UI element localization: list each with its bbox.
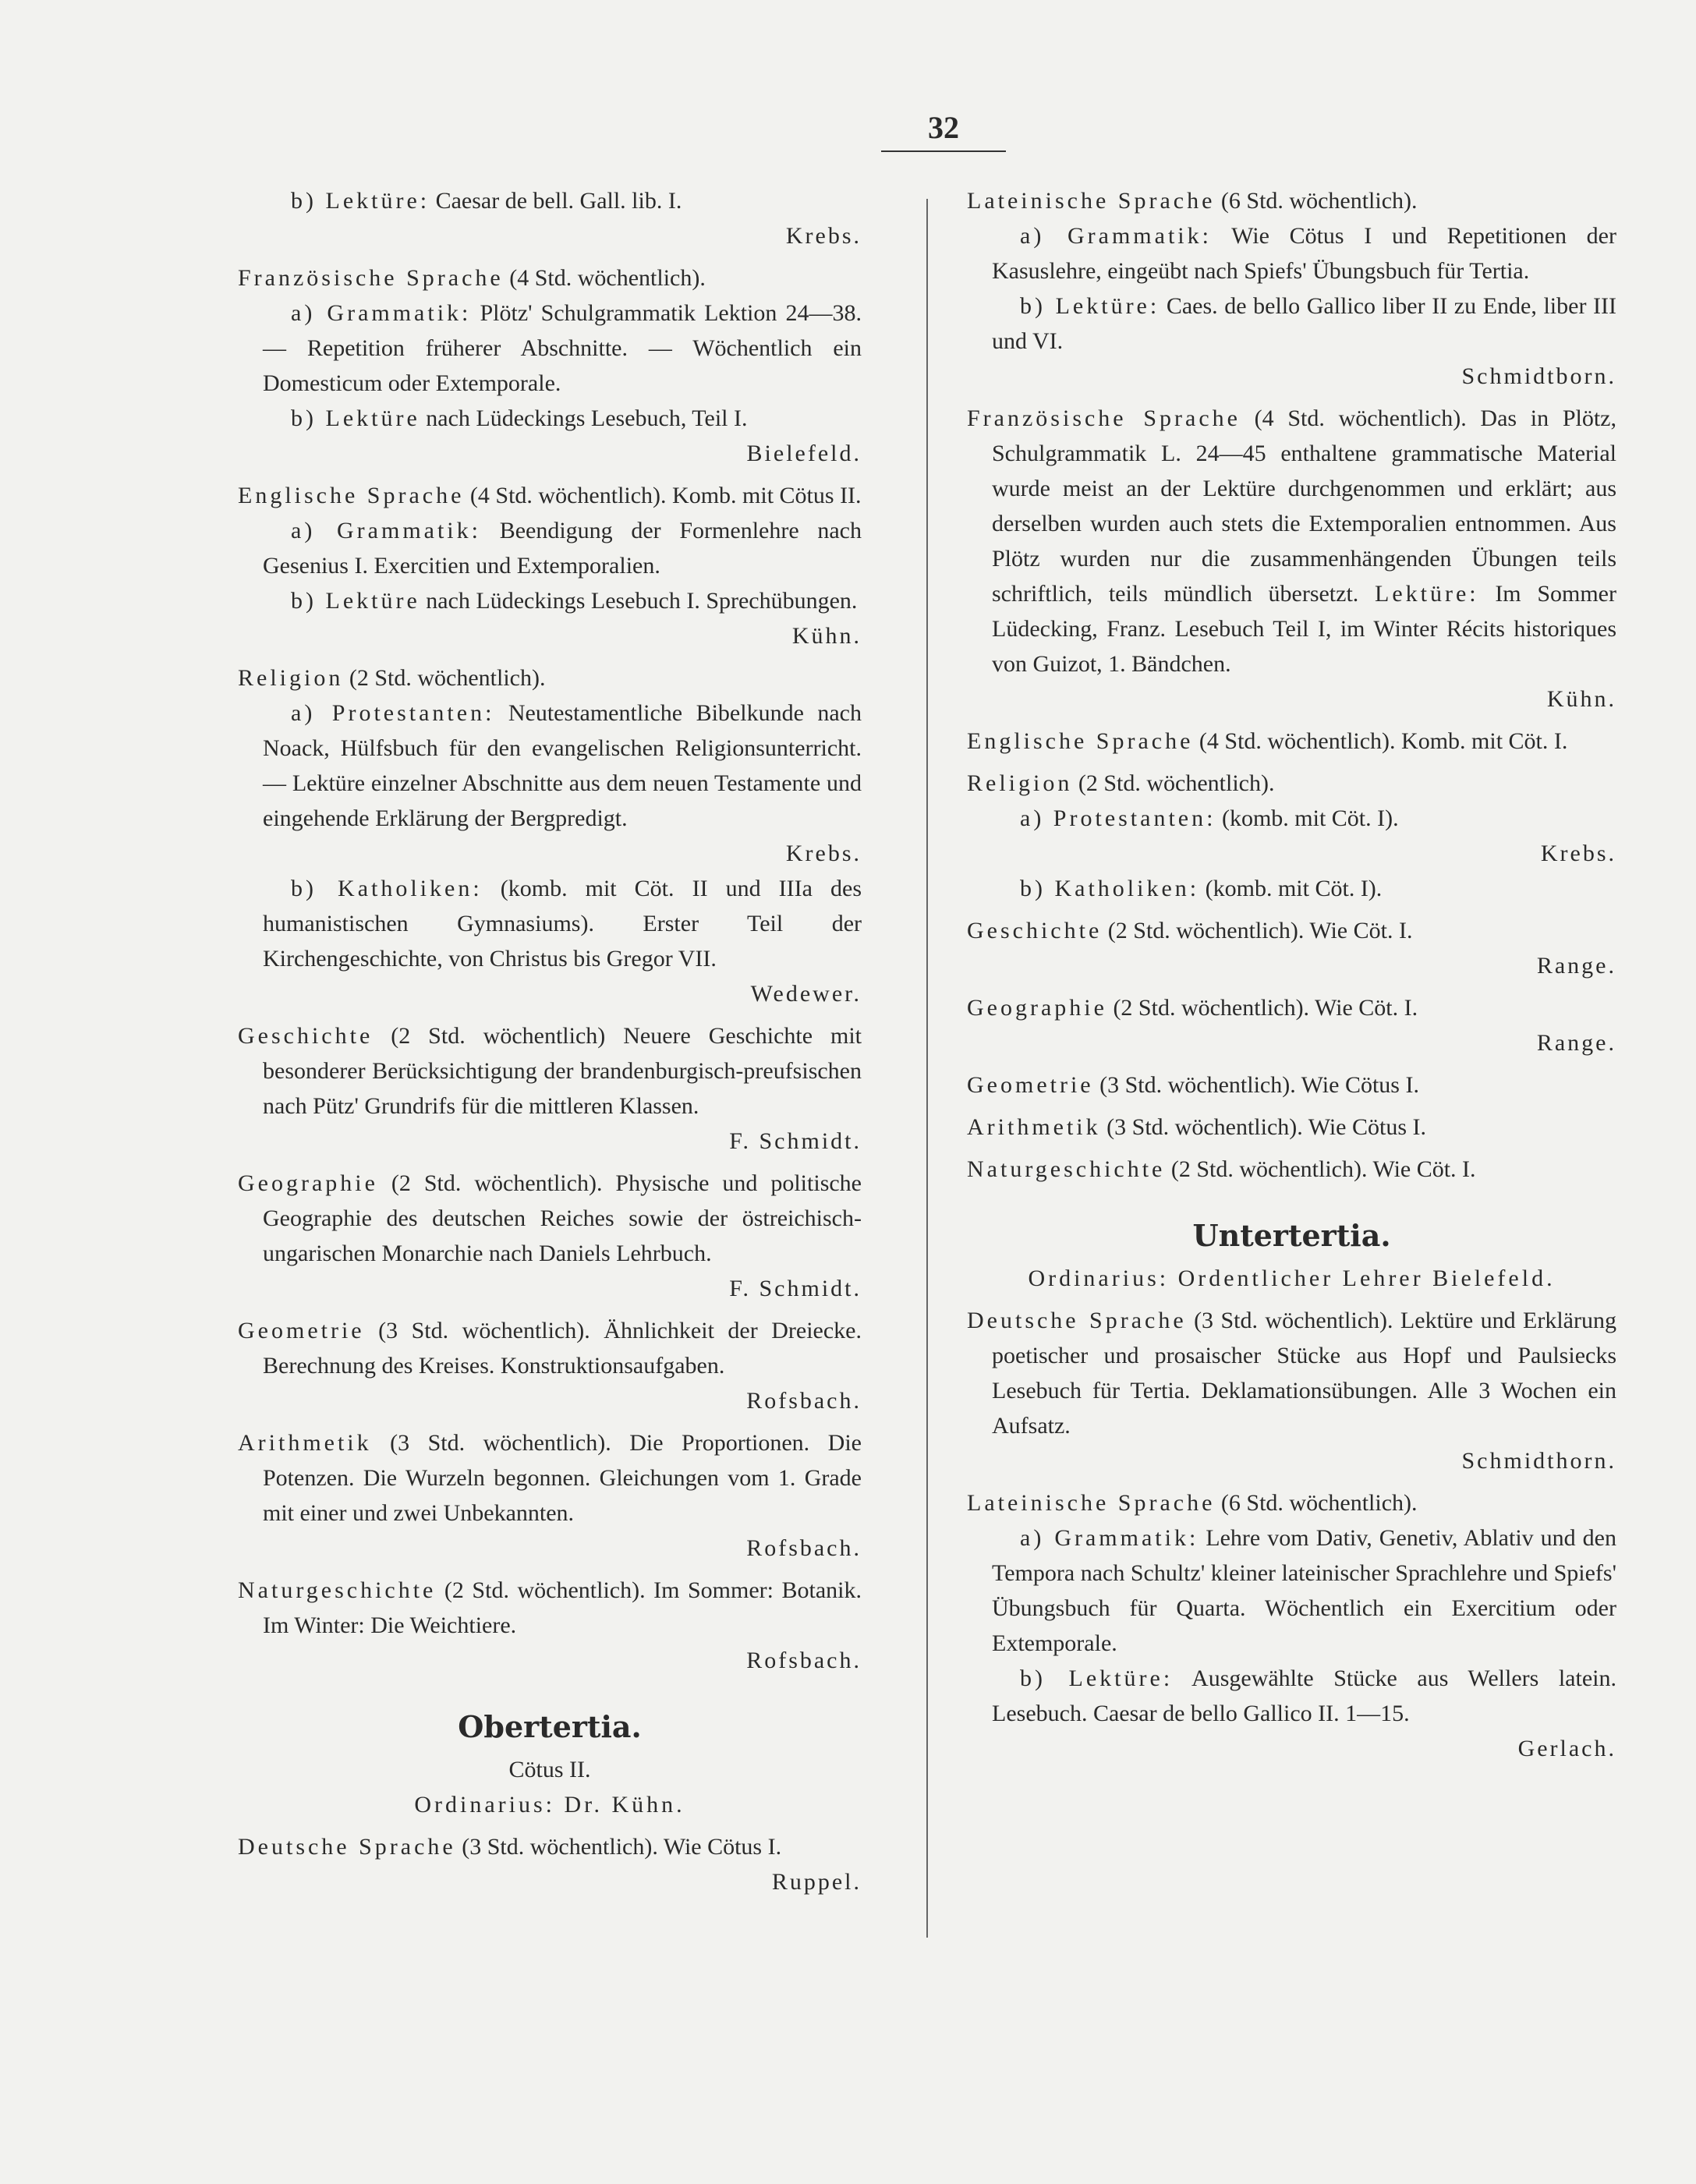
- left-p10: Deutsche Sprache (3 Std. wöchentlich). Wie Cötus I. Ruppel.: [238, 1829, 862, 1899]
- signature: F. Schmidt.: [729, 1276, 862, 1301]
- left-p3: Englische Sprache (4 Std. wöchentlich). Komb. mit Cötus II.: [238, 483, 862, 508]
- right-p8: Arithmetik (3 Std. wöchentlich). Wie Cötus I.: [967, 1114, 1427, 1140]
- right-p1: Lateinische Sprache (6 Std. wöchentlich).: [967, 188, 1418, 214]
- right-p10: Deutsche Sprache (3 Std. wöchentlich). Lektüre und Erklärung poetischer und prosaischer Stücke aus Hopf und Paulsiecks Lesebuch für Tertia. Deklamationsübungen. Alle 3 Wochen ein Aufsatz. Schmidthorn.: [967, 1303, 1616, 1478]
- right-p1a: a) Grammatik: Wie Cötus I und Repetitionen der Kasuslehre, eingeübt nach Spiefs' Übungsbuch für Tertia.: [992, 223, 1616, 284]
- left-p4b: b) Katholiken: (komb. mit Cöt. II und IIIa des humanistischen Gymnasiums). Erster Teil der Kirchengeschichte, von Christus bis Gregor VII. Wedewer.: [238, 871, 862, 1011]
- column-divider: [926, 199, 928, 1938]
- right-p11: Lateinische Sprache (6 Std. wöchentlich).: [967, 1490, 1418, 1516]
- left-p3b: b) Lektüre nach Lüdeckings Lesebuch I. Sprechübungen. Kühn.: [238, 583, 862, 653]
- left-column: [238, 183, 862, 1899]
- right-p1b: b) Lektüre: Caes. de bello Gallico liber II zu Ende, liber III und VI. Schmidtborn.: [967, 288, 1616, 394]
- right-p4: Religion (2 Std. wöchentlich).: [967, 770, 1275, 796]
- signature: Gerlach.: [1517, 1736, 1616, 1761]
- signature: Krebs.: [785, 223, 862, 249]
- signature: Rofsbach.: [746, 1648, 862, 1673]
- signature: Ruppel.: [771, 1869, 862, 1895]
- signature: Schmidtborn.: [1461, 363, 1616, 389]
- left-p1: b) Lektüre: Caesar de bell. Gall. lib. I. Krebs.: [238, 183, 862, 253]
- left-p2: Französische Sprache (4 Std. wöchentlich).: [238, 265, 706, 291]
- signature: Rofsbach.: [746, 1388, 862, 1414]
- signature: Krebs.: [1540, 841, 1616, 866]
- signature: Krebs.: [785, 841, 862, 866]
- page-number: 32: [928, 110, 959, 145]
- right-p2: Französische Sprache (4 Std. wöchentlich). Das in Plötz, Schulgrammatik L. 24—45 enthaltene grammatische Material wurde meist an der Lektüre durchgenommen und erklärt; aus derselben wurden auch stets die Extemporalien entnommen. Aus Plötz wurden nur die zusammenhängenden Übungen teils schriftlich, teils mündlich übersetzt. Lektüre: Im Sommer Lüdecking, Franz. Lesebuch Teil I, im Winter Récits historiques von Guizot, 1. Bändchen. Kühn.: [967, 401, 1616, 717]
- right-column: [967, 183, 1616, 1766]
- left-p9: Naturgeschichte (2 Std. wöchentlich). Im Sommer: Botanik. Im Winter: Die Weichtiere. Rofsbach.: [238, 1573, 862, 1678]
- signature: Schmidthorn.: [1461, 1448, 1616, 1474]
- cotus-label: Cötus II.: [508, 1757, 591, 1782]
- signature: F. Schmidt.: [729, 1128, 862, 1154]
- left-p6: Geographie (2 Std. wöchentlich). Physische und politische Geographie des deutschen Reiches sowie der östreichisch-ungarischen Monarchie nach Daniels Lehrbuch. F. Schmidt.: [238, 1166, 862, 1306]
- right-p9: Naturgeschichte (2 Std. wöchentlich). Wie Cöt. I.: [967, 1156, 1476, 1182]
- section-heading-obertertia: Obertertia.: [458, 1709, 642, 1744]
- left-p5: Geschichte (2 Std. wöchentlich) Neuere Geschichte mit besonderer Berücksichtigung der brandenburgisch-preufsischen nach Pütz' Grundrifs für die mittleren Klassen. F. Schmidt.: [238, 1018, 862, 1159]
- left-p2b: b) Lektüre nach Lüdeckings Lesebuch, Teil I. Bielefeld.: [238, 401, 862, 471]
- signature: Bielefeld.: [746, 441, 862, 466]
- left-p7: Geometrie (3 Std. wöchentlich). Ähnlichkeit der Dreiecke. Berechnung des Kreises. Konstruktionsaufgaben. Rofsbach.: [238, 1313, 862, 1418]
- ordinarius-label: Ordinarius: Ordentlicher Lehrer Bielefeld.: [1028, 1265, 1556, 1291]
- right-p11a: a) Grammatik: Lehre vom Dativ, Genetiv, Ablativ und den Tempora nach Schultz' kleiner lateinischer Sprachlehre und Spiefs' Übungsbuch für Quarta. Wöchentlich ein Exercitium oder Extemporale.: [992, 1525, 1616, 1656]
- signature: Kühn.: [791, 623, 862, 649]
- section-heading-untertertia: Untertertia.: [1192, 1218, 1391, 1253]
- ordinarius-label: Ordinarius: Dr. Kühn.: [414, 1792, 685, 1818]
- right-p4b: b) Katholiken: (komb. mit Cöt. I).: [1020, 876, 1383, 901]
- signature: Range.: [1536, 953, 1616, 979]
- signature: Wedewer.: [750, 981, 862, 1007]
- page-number-rule: [881, 150, 1006, 152]
- right-p3: Englische Sprache (4 Std. wöchentlich). Komb. mit Cöt. I.: [967, 728, 1568, 754]
- left-p8: Arithmetik (3 Std. wöchentlich). Die Proportionen. Die Potenzen. Die Wurzeln begonnen. Gleichungen vom 1. Grade mit einer und zwei Unbekannten. Rofsbach.: [238, 1425, 862, 1566]
- right-p11b: b) Lektüre: Ausgewählte Stücke aus Wellers latein. Lesebuch. Caesar de bello Gallico II. 1—15. Gerlach.: [967, 1661, 1616, 1766]
- left-p2a: a) Grammatik: Plötz' Schulgrammatik Lektion 24—38. — Repetition früherer Abschnitte. — Wöchentlich ein Domesticum oder Extemporale.: [263, 300, 862, 396]
- left-p3a: a) Grammatik: Beendigung der Formenlehre nach Gesenius I. Exercitien und Extemporalien.: [263, 518, 862, 579]
- signature: Rofsbach.: [746, 1535, 862, 1561]
- right-p7: Geometrie (3 Std. wöchentlich). Wie Cötus I.: [967, 1072, 1419, 1098]
- right-p5: Geschichte (2 Std. wöchentlich). Wie Cöt. I. Range.: [967, 913, 1616, 983]
- signature: Range.: [1536, 1030, 1616, 1056]
- right-p6: Geographie (2 Std. wöchentlich). Wie Cöt. I. Range.: [967, 990, 1616, 1060]
- left-p4a: a) Protestanten: Neutestamentliche Bibelkunde nach Noack, Hülfsbuch für den evangelischen Religionsunterricht. — Lektüre einzelner Abschnitte aus dem neuen Testamente und eingehende Erklärung der Bergpredigt. Krebs.: [238, 696, 862, 871]
- signature: Kühn.: [1546, 686, 1616, 712]
- left-p4: Religion (2 Std. wöchentlich).: [238, 665, 546, 691]
- right-p4a: a) Protestanten: (komb. mit Cöt. I). Krebs.: [967, 801, 1616, 871]
